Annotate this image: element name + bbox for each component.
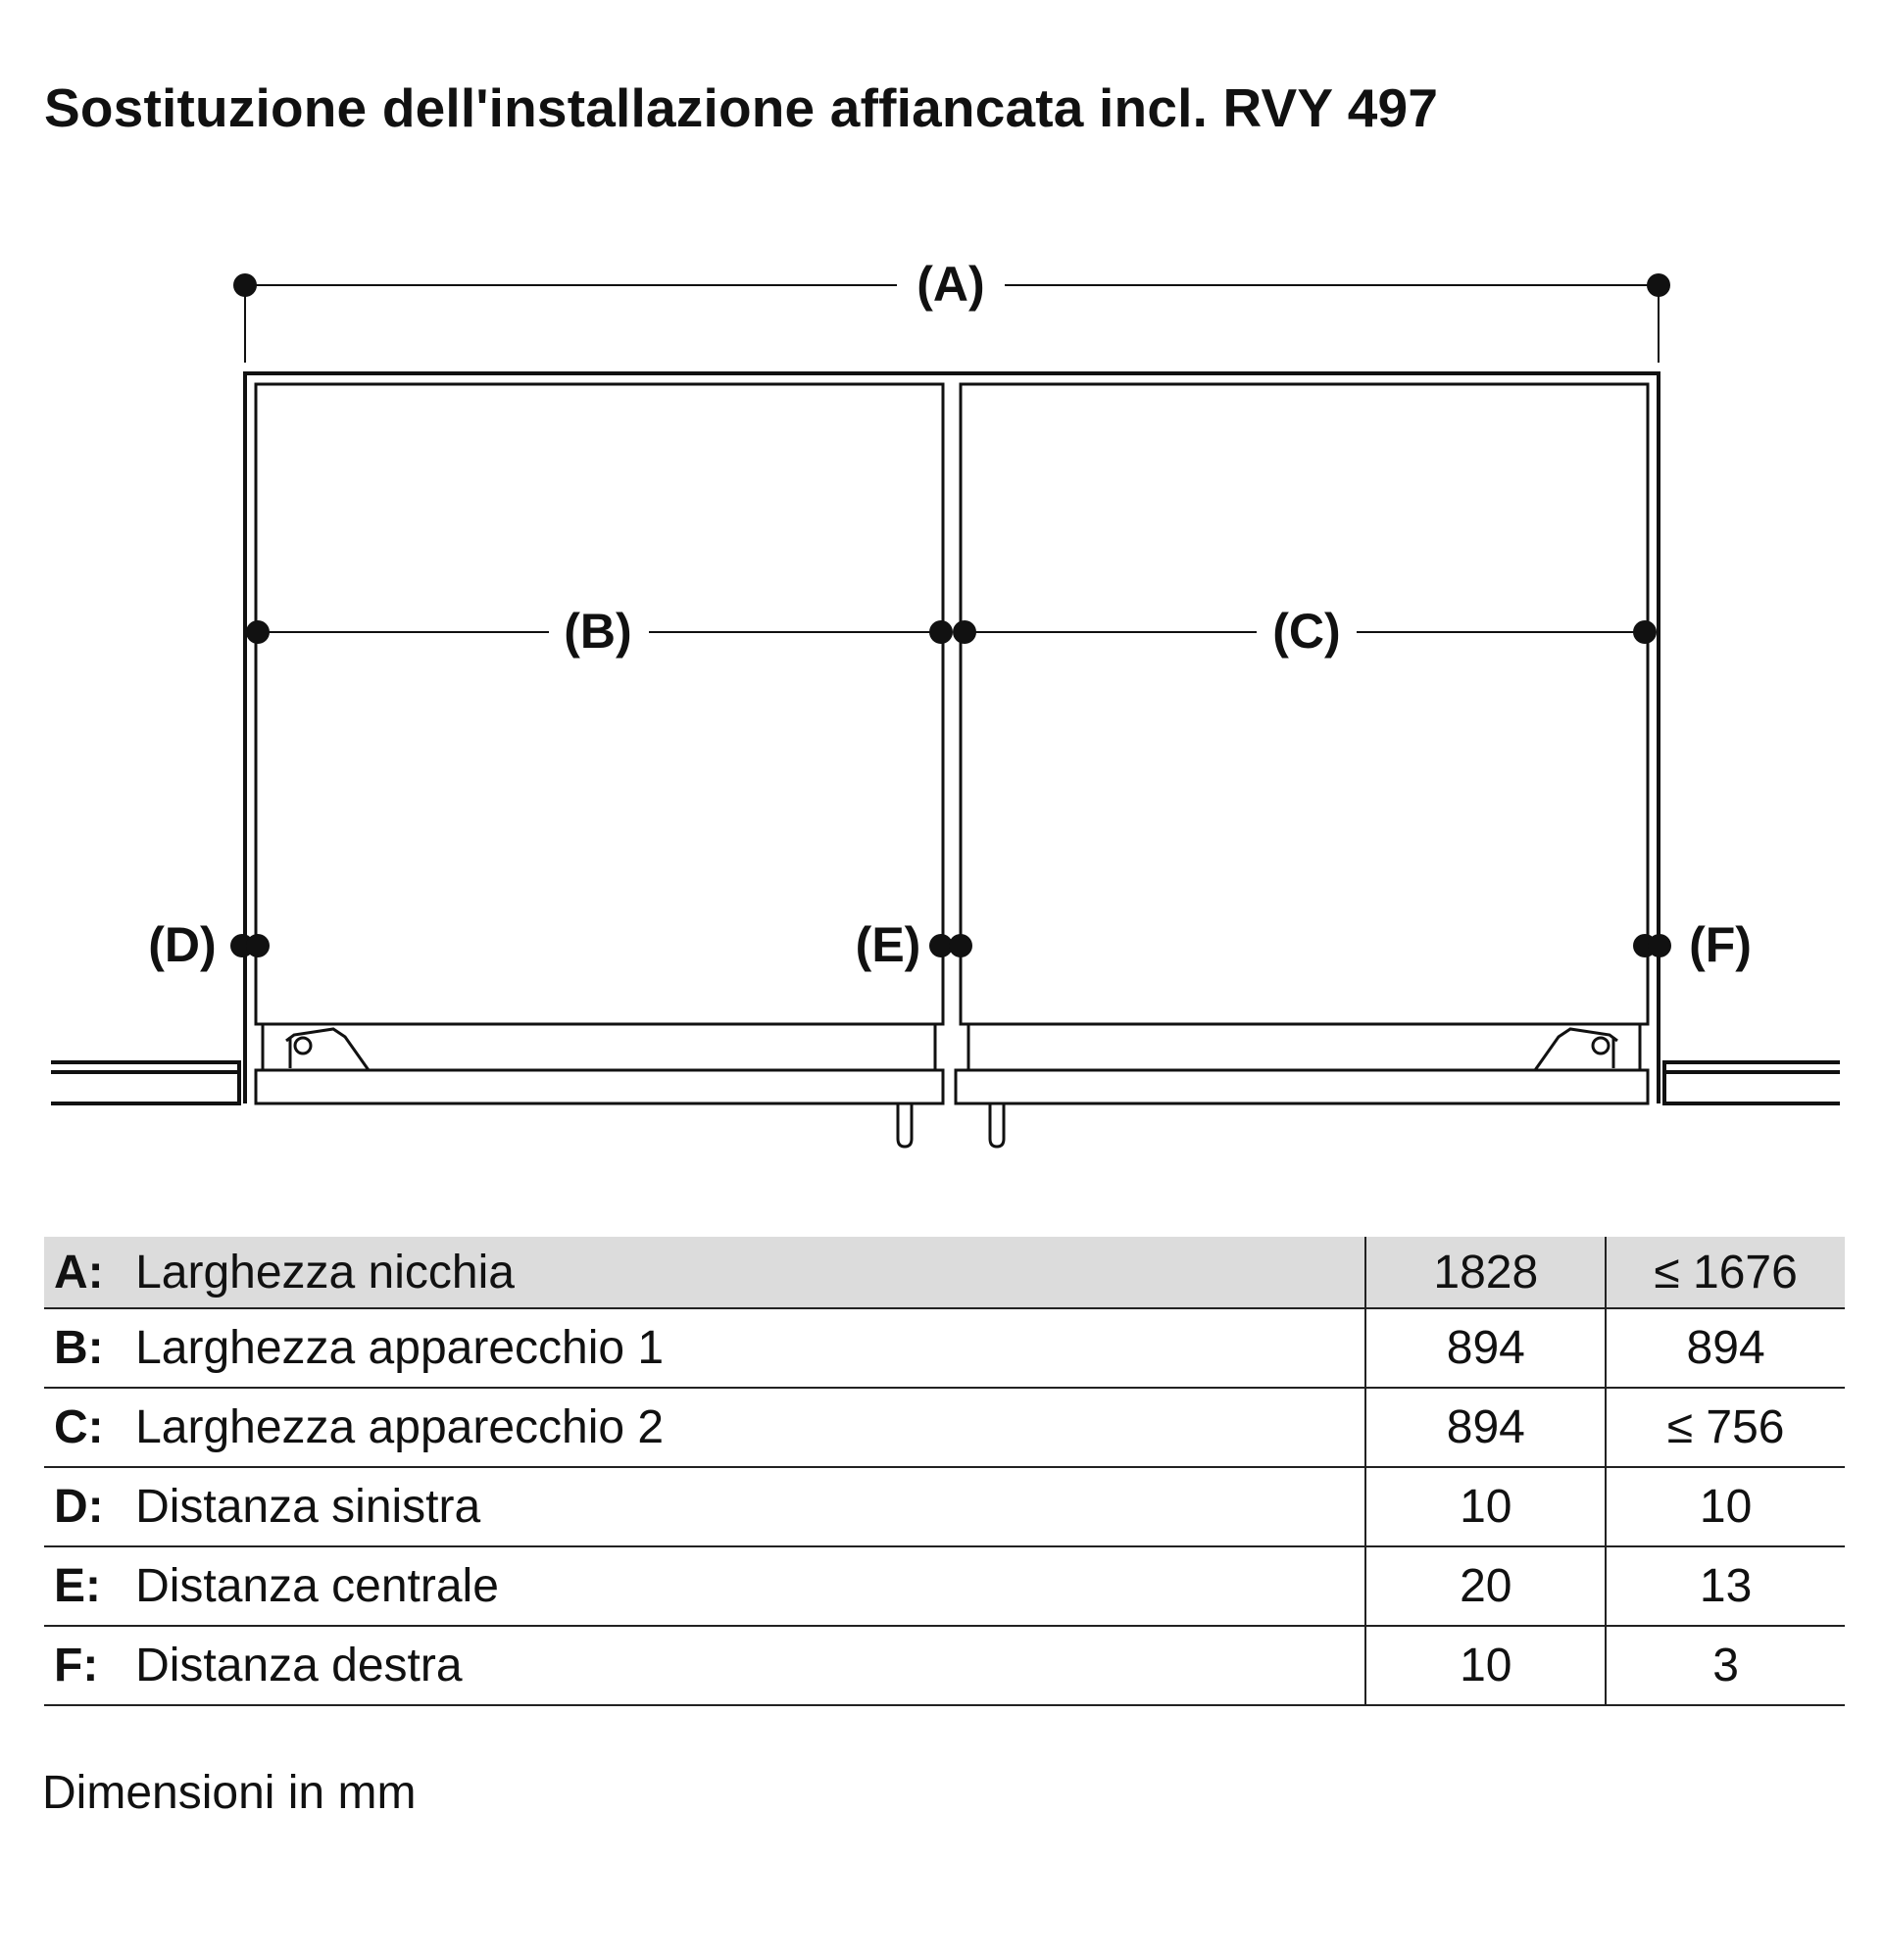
- dimension-points: [230, 273, 1671, 957]
- label-b: (B): [564, 604, 632, 659]
- row-label: Larghezza nicchia: [135, 1237, 1365, 1308]
- row-value-2: 10: [1606, 1467, 1845, 1546]
- label-c: (C): [1272, 604, 1341, 659]
- row-value-1: 894: [1365, 1388, 1606, 1467]
- row-value-1: 1828: [1365, 1237, 1606, 1308]
- row-value-2: 13: [1606, 1546, 1845, 1626]
- label-e: (E): [855, 917, 921, 972]
- page-title: Sostituzione dell'installazione affiancata incl. RVY 497: [44, 77, 1439, 138]
- row-value-1: 894: [1365, 1308, 1606, 1388]
- left-cabinet: [51, 1062, 239, 1103]
- row-key: D:: [44, 1467, 135, 1546]
- row-value-2: ≤ 756: [1606, 1388, 1845, 1467]
- appliance-2-plinth: [956, 1070, 1648, 1103]
- table-row: [44, 1467, 1845, 1546]
- row-value-1: 20: [1365, 1546, 1606, 1626]
- handle-1: [898, 1103, 912, 1147]
- table-row: [44, 1237, 1845, 1308]
- label-f: (F): [1689, 917, 1752, 972]
- row-label: Larghezza apparecchio 2: [135, 1388, 1365, 1467]
- row-value-1: 10: [1365, 1467, 1606, 1546]
- row-value-2: 894: [1606, 1308, 1845, 1388]
- row-key: C:: [44, 1388, 135, 1467]
- row-key: E:: [44, 1546, 135, 1626]
- appliance-1-plinth: [256, 1070, 943, 1103]
- dimensions-table: [44, 1237, 1845, 1706]
- hinge-icon-right: [1535, 1029, 1617, 1070]
- table-row: [44, 1308, 1845, 1388]
- row-key: B:: [44, 1308, 135, 1388]
- units-note: Dimensioni in mm: [42, 1767, 417, 1819]
- label-a: (A): [917, 257, 985, 312]
- niche-frame: [245, 373, 1659, 1103]
- row-value-2: ≤ 1676: [1606, 1237, 1845, 1308]
- table-row: [44, 1546, 1845, 1626]
- row-key: F:: [44, 1626, 135, 1705]
- table-row: [44, 1626, 1845, 1705]
- row-label: Distanza destra: [135, 1626, 1365, 1705]
- right-cabinet: [1664, 1062, 1840, 1103]
- row-label: Distanza sinistra: [135, 1467, 1365, 1546]
- table-row: [44, 1388, 1845, 1467]
- appliance-2-body: [961, 384, 1648, 1024]
- handle-2: [990, 1103, 1004, 1147]
- row-label: Larghezza apparecchio 1: [135, 1308, 1365, 1388]
- label-d: (D): [148, 917, 217, 972]
- row-value-2: 3: [1606, 1626, 1845, 1705]
- row-label: Distanza centrale: [135, 1546, 1365, 1626]
- row-key: A:: [44, 1237, 135, 1308]
- appliance-1-body: [256, 384, 943, 1024]
- hinge-icon-left: [286, 1029, 369, 1070]
- row-value-1: 10: [1365, 1626, 1606, 1705]
